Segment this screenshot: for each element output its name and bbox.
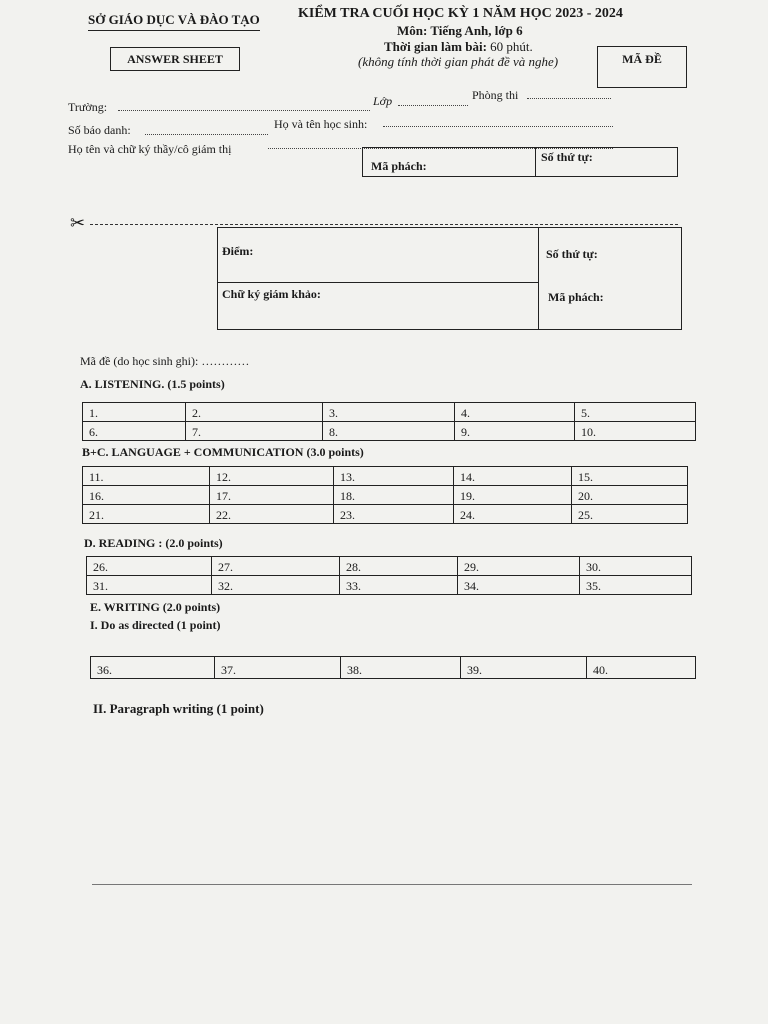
answer-cell[interactable]: 33. [340, 576, 458, 595]
exam-time-note: (không tính thời gian phát đề và nghe) [358, 54, 559, 69]
table-row [83, 403, 696, 422]
answer-cell[interactable]: 24. [454, 505, 572, 524]
answer-cell[interactable]: 39. [461, 657, 587, 679]
answer-cell[interactable]: 2. [186, 403, 323, 422]
answer-cell[interactable]: 35. [580, 576, 692, 595]
table-row [83, 486, 688, 505]
department-name: SỞ GIÁO DỤC VÀ ĐÀO TẠO [88, 12, 260, 31]
answer-cell[interactable]: 18. [334, 486, 454, 505]
answer-cell[interactable]: 34. [458, 576, 580, 595]
answer-cell[interactable]: 38. [341, 657, 461, 679]
answer-cell[interactable]: 28. [340, 557, 458, 576]
answer-cell[interactable]: 21. [83, 505, 210, 524]
grading-so-thu-tu: Số thứ tự: [546, 247, 598, 261]
answer-cell[interactable]: 25. [572, 505, 688, 524]
answer-cell[interactable]: 36. [91, 657, 215, 679]
answer-cell[interactable]: 40. [587, 657, 696, 679]
truong-label: Trường: [68, 100, 108, 114]
answer-cell[interactable]: 13. [334, 467, 454, 486]
answer-cell[interactable]: 3. [323, 403, 455, 422]
table-row [87, 557, 692, 576]
language-table [82, 466, 688, 524]
grading-box [217, 227, 682, 330]
listening-table [82, 402, 696, 441]
answer-sheet-label: ANSWER SHEET [110, 47, 240, 71]
answer-cell[interactable]: 30. [580, 557, 692, 576]
lop-label: Lớp [373, 94, 393, 108]
so-bao-danh-label: Số báo danh: [68, 123, 131, 137]
answer-cell[interactable]: 32. [212, 576, 340, 595]
answer-cell[interactable]: 16. [83, 486, 210, 505]
answer-cell[interactable]: 27. [212, 557, 340, 576]
so-thu-tu-label: Số thứ tự: [541, 150, 593, 164]
answer-cell[interactable]: 8. [323, 422, 455, 441]
answer-cell[interactable]: 37. [215, 657, 341, 679]
box-divider [535, 148, 536, 176]
answer-cell[interactable]: 19. [454, 486, 572, 505]
answer-cell[interactable]: 31. [87, 576, 212, 595]
ho-ten-hs-label: Họ và tên học sinh: [274, 117, 368, 131]
ma-de-box: MÃ ĐỀ [597, 46, 687, 88]
answer-cell[interactable]: 12. [210, 467, 334, 486]
diem-label: Điểm: [222, 244, 254, 258]
answer-cell[interactable]: 14. [454, 467, 572, 486]
ma-de-student: Mã đề (do học sinh ghi): ………… [80, 354, 250, 368]
paragraph-writing-line[interactable] [92, 884, 692, 885]
answer-cell[interactable]: 17. [210, 486, 334, 505]
writing-sub2: II. Paragraph writing (1 point) [93, 701, 264, 716]
answer-cell[interactable]: 23. [334, 505, 454, 524]
exam-title: KIỂM TRA CUỐI HỌC KỲ 1 NĂM HỌC 2023 - 2024 [298, 6, 623, 21]
grading-divider-v [538, 228, 539, 329]
chu-ky-label: Chữ ký giám khảo: [222, 287, 321, 301]
writing-table [90, 656, 696, 679]
scissors-icon: ✂ [70, 213, 86, 234]
table-row [83, 422, 696, 441]
truong-field[interactable] [118, 110, 370, 111]
ma-phach-box [362, 147, 678, 177]
listening-title: A. LISTENING. (1.5 points) [80, 377, 225, 391]
reading-title: D. READING : (2.0 points) [84, 536, 223, 550]
ho-ten-hs-field[interactable] [383, 126, 613, 127]
phong-thi-field[interactable] [527, 98, 611, 99]
exam-time: Thời gian làm bài: 60 phút. [384, 39, 533, 54]
language-title: B+C. LANGUAGE + COMMUNICATION (3.0 points) [82, 445, 364, 459]
table-row [91, 657, 696, 679]
exam-subject: Môn: Tiếng Anh, lớp 6 [397, 23, 523, 38]
answer-cell[interactable]: 11. [83, 467, 210, 486]
ma-phach-label: Mã phách: [371, 159, 427, 173]
answer-cell[interactable]: 29. [458, 557, 580, 576]
so-bao-danh-field[interactable] [145, 134, 268, 135]
answer-cell[interactable]: 10. [575, 422, 696, 441]
answer-cell[interactable]: 9. [455, 422, 575, 441]
giam-thi-label: Họ tên và chữ ký thầy/cô giám thị [68, 142, 232, 156]
answer-cell[interactable]: 26. [87, 557, 212, 576]
grading-ma-phach: Mã phách: [548, 290, 604, 304]
writing-sub1: I. Do as directed (1 point) [90, 618, 221, 632]
answer-cell[interactable]: 5. [575, 403, 696, 422]
phong-thi-label: Phòng thi [472, 88, 519, 102]
table-row [83, 467, 688, 486]
answer-cell[interactable]: 20. [572, 486, 688, 505]
answer-cell[interactable]: 22. [210, 505, 334, 524]
answer-cell[interactable]: 15. [572, 467, 688, 486]
reading-table [86, 556, 692, 595]
answer-cell[interactable]: 4. [455, 403, 575, 422]
lop-field[interactable] [398, 105, 468, 106]
grading-divider-h [218, 282, 538, 283]
cut-line [90, 224, 678, 225]
answer-cell[interactable]: 6. [83, 422, 186, 441]
table-row [87, 576, 692, 595]
answer-cell[interactable]: 1. [83, 403, 186, 422]
writing-title: E. WRITING (2.0 points) [90, 600, 221, 614]
answer-cell[interactable]: 7. [186, 422, 323, 441]
table-row [83, 505, 688, 524]
